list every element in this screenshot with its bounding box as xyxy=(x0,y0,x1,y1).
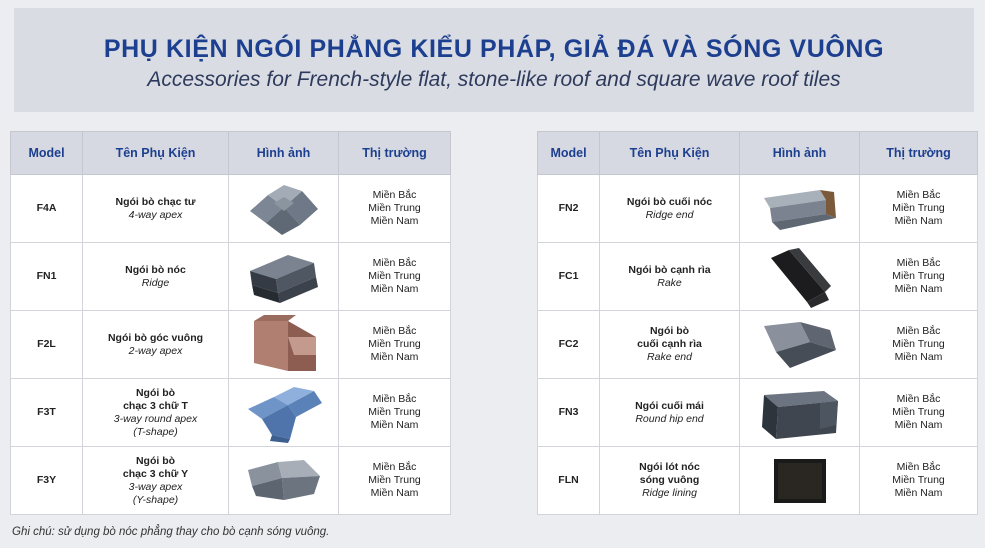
model-code: FLN xyxy=(538,447,600,515)
market-region: Miền Bắc xyxy=(896,189,941,201)
table-row xyxy=(538,379,978,447)
left-table-body xyxy=(11,175,451,515)
market-region: Miền Trung xyxy=(892,270,945,282)
ridge-tile-image xyxy=(229,243,339,311)
market-cell xyxy=(860,379,978,447)
market-region: Miền Bắc xyxy=(372,189,417,201)
model-code: FC2 xyxy=(538,311,600,379)
market-region: Miền Trung xyxy=(368,474,421,486)
accessory-name-en: Round hip end xyxy=(635,412,704,425)
column-header-name: Tên Phụ Kiện xyxy=(83,132,229,175)
table-row xyxy=(538,175,978,243)
table-row xyxy=(11,243,451,311)
column-header-name: Tên Phụ Kiện xyxy=(600,132,740,175)
market-region: Miền Bắc xyxy=(896,257,941,269)
accessory-name-en: 3-way round apex xyxy=(113,412,198,425)
market-region: Miền Nam xyxy=(894,215,943,227)
accessory-name-cell xyxy=(600,243,740,311)
model-code: FN2 xyxy=(538,175,600,243)
accessory-name-vi: cuối cạnh rìa xyxy=(637,338,702,350)
market-region: Miền Bắc xyxy=(372,257,417,269)
column-header-market: Thị trường xyxy=(339,132,451,175)
market-region: Miền Bắc xyxy=(372,393,417,405)
market-region: Miền Nam xyxy=(370,487,419,499)
market-cell xyxy=(860,175,978,243)
market-region: Miền Bắc xyxy=(896,461,941,473)
market-cell xyxy=(339,447,451,515)
model-code: F3T xyxy=(11,379,83,447)
model-code: FN1 xyxy=(11,243,83,311)
left-accessory-table xyxy=(10,131,451,515)
accessory-name-en: 4-way apex xyxy=(128,208,183,221)
column-header-market: Thị trường xyxy=(860,132,978,175)
market-region: Miền Bắc xyxy=(896,393,941,405)
accessory-name-vi: chạc 3 chữ T xyxy=(123,399,188,412)
table-row xyxy=(11,175,451,243)
accessory-name-cell xyxy=(600,447,740,515)
accessory-name-en: (T-shape) xyxy=(133,425,178,438)
model-code: F4A xyxy=(11,175,83,243)
accessory-name-vi: Ngói bò xyxy=(135,386,176,399)
model-code: FN3 xyxy=(538,379,600,447)
column-header-image: Hình ảnh xyxy=(740,132,860,175)
table-header-row xyxy=(538,132,978,175)
market-region: Miền Nam xyxy=(370,351,419,363)
page-header xyxy=(14,8,974,112)
market-region: Miền Trung xyxy=(368,406,421,418)
accessory-name-vi: chạc 3 chữ Y xyxy=(122,467,189,480)
rake-end-tile-image xyxy=(740,311,860,379)
market-cell xyxy=(860,243,978,311)
market-cell xyxy=(339,311,451,379)
accessory-name-cell xyxy=(83,447,229,515)
footnote: Ghi chú: sử dụng bò nóc phẳng thay cho bò cạnh sóng vuông. xyxy=(12,526,330,538)
market-region: Miền Trung xyxy=(368,270,421,282)
market-region: Miền Nam xyxy=(370,419,419,431)
accessory-name-cell xyxy=(83,175,229,243)
accessory-name-en: Rake end xyxy=(647,351,692,363)
column-header-model: Model xyxy=(538,132,600,175)
page-title-english: Accessories for French-style flat, stone-like roof and square wave roof tiles xyxy=(147,68,841,91)
table-row xyxy=(11,447,451,515)
table-row xyxy=(538,311,978,379)
table-row xyxy=(538,447,978,515)
table-row xyxy=(11,311,451,379)
market-region: Miền Trung xyxy=(892,338,945,350)
accessory-name-vi: Ngói bò xyxy=(135,454,176,467)
market-region: Miền Nam xyxy=(894,487,943,499)
accessory-name-vi: Ngói bò xyxy=(649,325,690,337)
accessory-name-vi: Ngói bò cạnh rìa xyxy=(628,263,711,276)
accessory-name-en: 2-way apex xyxy=(128,344,183,357)
accessory-name-en: (Y-shape) xyxy=(132,493,179,506)
market-region: Miền Trung xyxy=(892,202,945,214)
rake-tile-image xyxy=(740,243,860,311)
accessory-name-cell xyxy=(600,379,740,447)
3-way-y-apex-tile-image xyxy=(229,447,339,515)
accessory-name-cell xyxy=(83,311,229,379)
market-region: Miền Trung xyxy=(892,474,945,486)
market-region: Miền Nam xyxy=(370,215,419,227)
model-code: F2L xyxy=(11,311,83,379)
accessory-name-vi: Ngói bò nóc xyxy=(125,263,186,276)
accessory-name-vi: Ngói lót nóc xyxy=(639,461,700,473)
accessory-name-cell xyxy=(600,311,740,379)
market-region: Miền Trung xyxy=(368,338,421,350)
accessory-name-en: Ridge xyxy=(141,276,170,289)
market-region: Miền Trung xyxy=(892,406,945,418)
3-way-t-apex-tile-image xyxy=(229,379,339,447)
4-way-apex-tile-image xyxy=(229,175,339,243)
table-header-row xyxy=(11,132,451,175)
accessory-name-vi: sóng vuông xyxy=(639,474,700,486)
market-region: Miền Bắc xyxy=(372,325,417,337)
right-table-body xyxy=(538,175,978,515)
accessory-name-en: Ridge lining xyxy=(642,487,697,499)
accessory-name-cell xyxy=(600,175,740,243)
accessory-name-vi: Ngói bò góc vuông xyxy=(107,331,204,344)
column-header-image: Hình ảnh xyxy=(229,132,339,175)
accessory-name-en: 3-way apex xyxy=(128,480,183,493)
market-region: Miền Nam xyxy=(894,283,943,295)
accessory-name-vi: Ngói cuối mái xyxy=(635,399,704,412)
page-title-vietnamese: PHỤ KIỆN NGÓI PHẲNG KIỂU PHÁP, GIẢ ĐÁ VÀ SÓNG VUÔNG xyxy=(103,35,885,63)
model-code: FC1 xyxy=(538,243,600,311)
accessory-name-vi: Ngói bò chạc tư xyxy=(115,195,196,208)
market-region: Miền Bắc xyxy=(372,461,417,473)
accessory-name-vi: Ngói bò cuối nóc xyxy=(626,195,713,208)
round-hip-end-tile-image xyxy=(740,379,860,447)
table-row xyxy=(538,243,978,311)
ridge-lining-tile-image xyxy=(740,447,860,515)
accessory-name-cell xyxy=(83,243,229,311)
market-cell xyxy=(339,243,451,311)
table-row xyxy=(11,379,451,447)
2-way-apex-tile-image xyxy=(229,311,339,379)
market-region: Miền Trung xyxy=(368,202,421,214)
right-accessory-table xyxy=(537,131,978,515)
model-code: F3Y xyxy=(11,447,83,515)
column-header-model: Model xyxy=(11,132,83,175)
market-cell xyxy=(339,379,451,447)
market-cell xyxy=(860,311,978,379)
market-region: Miền Nam xyxy=(370,283,419,295)
market-cell xyxy=(339,175,451,243)
ridge-end-tile-image xyxy=(740,175,860,243)
market-region: Miền Nam xyxy=(894,351,943,363)
accessory-name-en: Ridge end xyxy=(645,208,694,221)
accessory-name-en: Rake xyxy=(657,276,682,289)
market-region: Miền Nam xyxy=(894,419,943,431)
market-cell xyxy=(860,447,978,515)
accessory-name-cell xyxy=(83,379,229,447)
market-region: Miền Bắc xyxy=(896,325,941,337)
